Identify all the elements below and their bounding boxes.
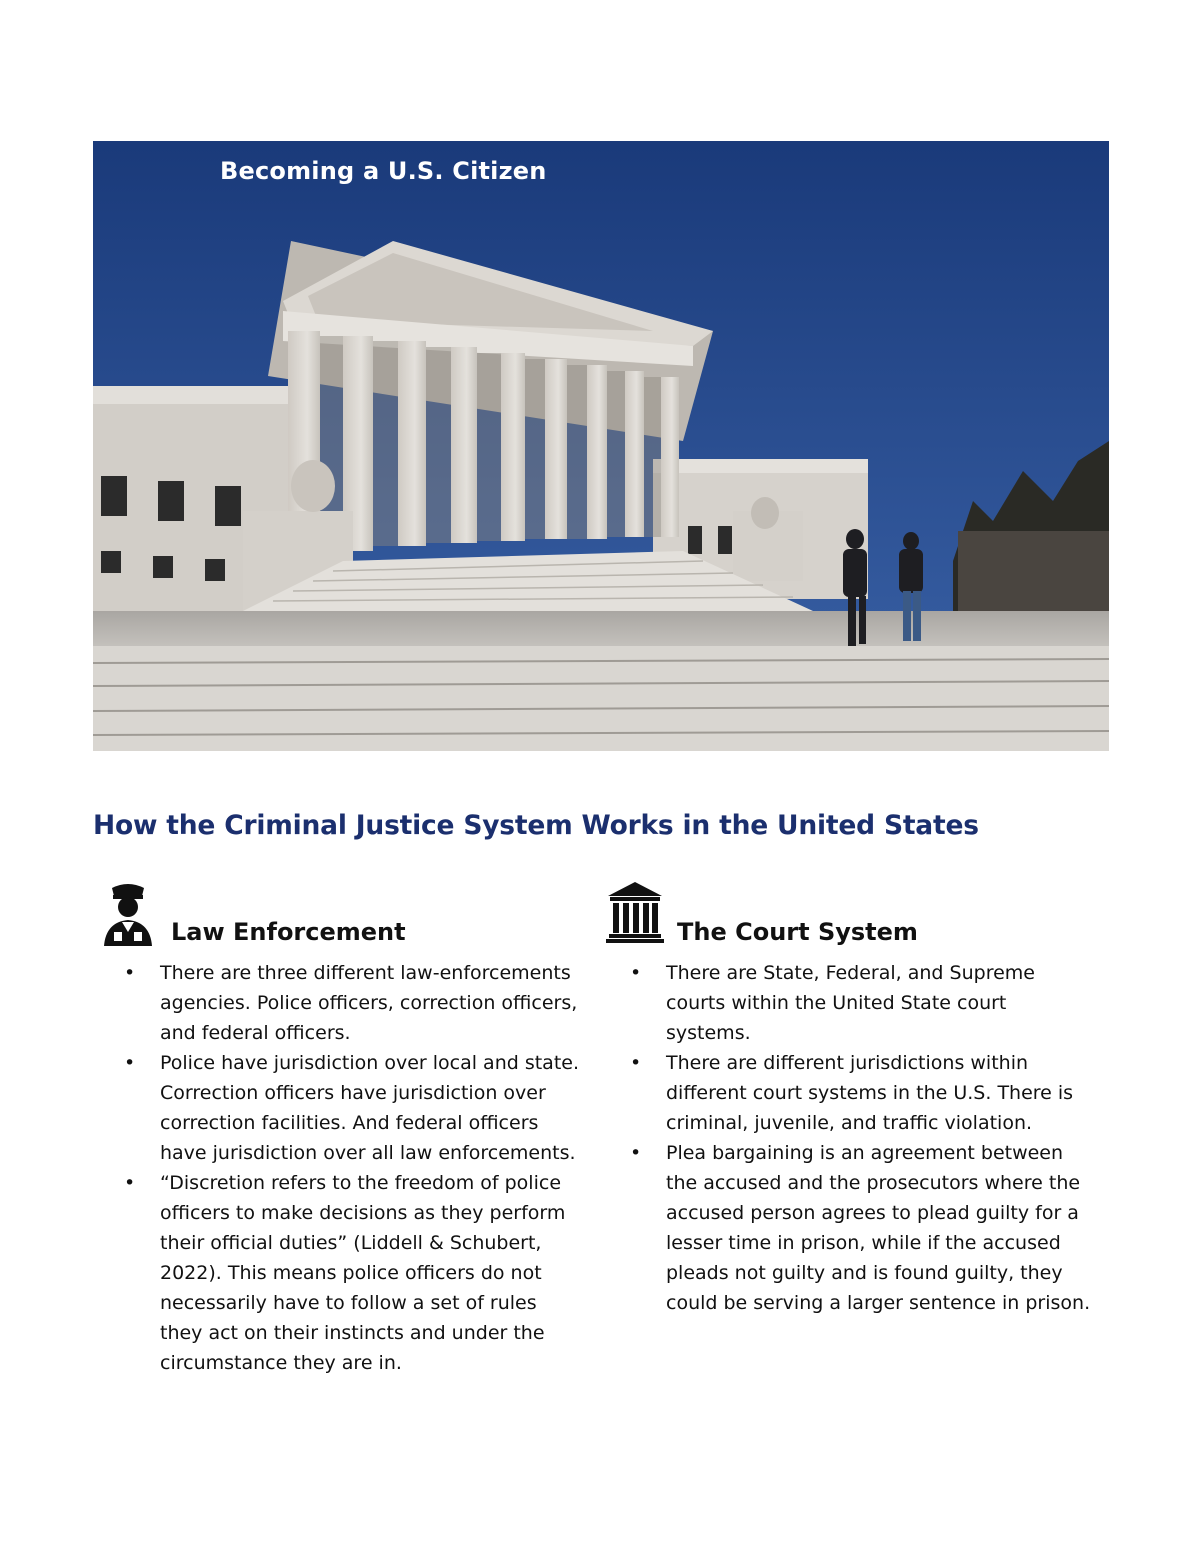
section-title: The Court System <box>677 918 918 946</box>
hero-title: Becoming a U.S. Citizen <box>220 157 547 185</box>
section-title: Law Enforcement <box>171 918 406 946</box>
section-header <box>100 880 580 958</box>
list-item: • There are different jurisdictions within different court systems in the U.S. There is criminal, juvenile, and traffic violation. <box>606 1048 1096 1138</box>
supreme-court-illustration <box>93 141 1109 751</box>
list-item: • Plea bargaining is an agreement between the accused and the prosecutors where the accused person agrees to plead guilty for a lesser time in prison, while if the accused pleads not guilty and is found guilty, they could be serving a larger sentence in prison. <box>606 1138 1096 1318</box>
list-item: • There are three different law-enforcements agencies. Police officers, correction officers, and federal officers. <box>100 958 580 1048</box>
hero-image <box>93 141 1109 751</box>
bullet-list <box>606 958 1096 1318</box>
law-enforcement-section <box>100 880 580 1378</box>
bullet-list <box>100 958 580 1378</box>
list-item: • There are State, Federal, and Supreme courts within the United State court systems. <box>606 958 1096 1048</box>
list-item: • “Discretion refers to the freedom of police officers to make decisions as they perform their official duties” (Liddell & Schubert, 2022). This means police officers do not necessarily have to follow a set of rules they act on their instincts and under the circumstance they are in. <box>100 1168 580 1378</box>
section-header <box>606 880 1096 958</box>
police-officer-icon <box>100 880 156 948</box>
list-item: • Police have jurisdiction over local and state. Correction officers have jurisdiction over correction facilities. And federal officers have jurisdiction over all law enforcements. <box>100 1048 580 1168</box>
page-title: How the Criminal Justice System Works in the United States <box>93 810 979 841</box>
court-system-section <box>606 880 1096 1318</box>
courthouse-icon <box>606 880 664 944</box>
